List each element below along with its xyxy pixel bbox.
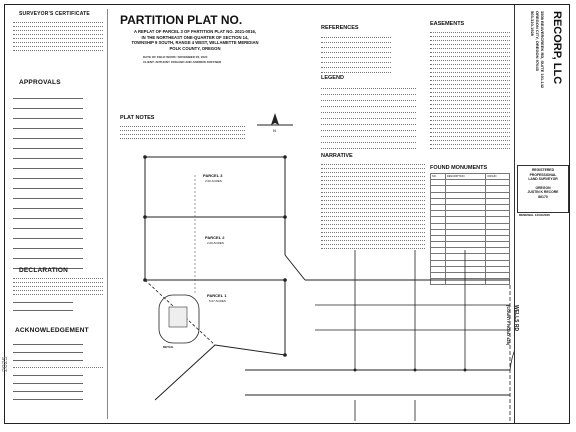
road-name: WELLS RD (513, 305, 519, 332)
surveyor-stamp: REGISTERED PROFESSIONAL LAND SURVEYOR OREGON JUSTIN K RECORE 86170 (517, 165, 569, 213)
col-no: NO. (431, 174, 446, 180)
parcel-1-area: 5.07 ACRES (209, 299, 226, 303)
renewal-date: RENEWAL 12/31/2026 (519, 213, 550, 217)
company-phone: 503-310-1928 (530, 11, 535, 36)
legend-list (321, 83, 416, 149)
approval-lines (13, 89, 103, 269)
field-work-date: DATE OF FIELD WORK: NOVEMBER 26, 2024 (143, 55, 208, 59)
parcel-2-area: 2.00 ACRES (207, 241, 224, 245)
col-description: DESCRIPTION (445, 174, 485, 180)
narrative-heading: NARRATIVE (321, 153, 353, 159)
company-name: RECORP, LLC (551, 11, 563, 85)
easements-text (430, 29, 510, 149)
left-column (11, 9, 108, 419)
approvals-heading: APPROVALS (19, 79, 61, 86)
declaration-text (13, 275, 103, 311)
parcel-2-label: PARCEL 2 (205, 235, 225, 240)
parcel-1-label: PARCEL 1 (207, 293, 227, 298)
road-designation: (COUNTY ROAD 428) (506, 305, 511, 346)
north-arrow-icon (255, 111, 295, 133)
easements-heading: EASEMENTS (430, 21, 465, 27)
company-address: 3508 BEAVERCREEK RD, SUITE 101-142 (540, 11, 545, 89)
plat-sheet (4, 4, 570, 424)
found-monuments-heading: FOUND MONUMENTS (430, 165, 488, 171)
parcel-3-area: 2.00 ACRES (205, 179, 222, 183)
plat-notes-heading: PLAT NOTES (120, 115, 155, 121)
surveyor-cert-text (13, 19, 103, 51)
plat-map (115, 145, 515, 421)
col-origin: ORIGIN (486, 174, 510, 180)
acknowledgement-lines (13, 337, 103, 400)
company-city: OREGON CITY, OREGON 97045 (535, 11, 540, 71)
references-list (321, 33, 391, 73)
detail-label: DETAIL (163, 345, 174, 349)
client-line: CLIENT: ANTHONY FRIGAND AND ANDREW DOFFNER (143, 60, 222, 64)
svg-text:N: N (273, 128, 276, 133)
references-heading: REFERENCES (321, 25, 359, 31)
acknowledgement-heading: ACKNOWLEDGEMENT (15, 327, 89, 334)
surveyor-cert-heading: SURVEYOR'S CERTIFICATE (19, 11, 90, 17)
plat-title: PARTITION PLAT NO. (120, 13, 243, 27)
plat-notes-text (120, 123, 245, 139)
year-mark: 2025 (2, 356, 9, 372)
legend-heading: LEGEND (321, 75, 344, 81)
plat-subtitle: A REPLAT OF PARCEL 3 OF PARTITION PLAT NO. 2021-0016, IN THE NORTHEAST ONE-QUARTER OF SECTION 14, TOWNSHIP 9 SOUTH, RANGE 4 WEST, WILLAMETTE MERIDIAN POLK COUNTY, OREGON (131, 29, 259, 51)
parcel-3-label: PARCEL 3 (203, 173, 223, 178)
declaration-heading: DECLARATION (19, 267, 69, 274)
